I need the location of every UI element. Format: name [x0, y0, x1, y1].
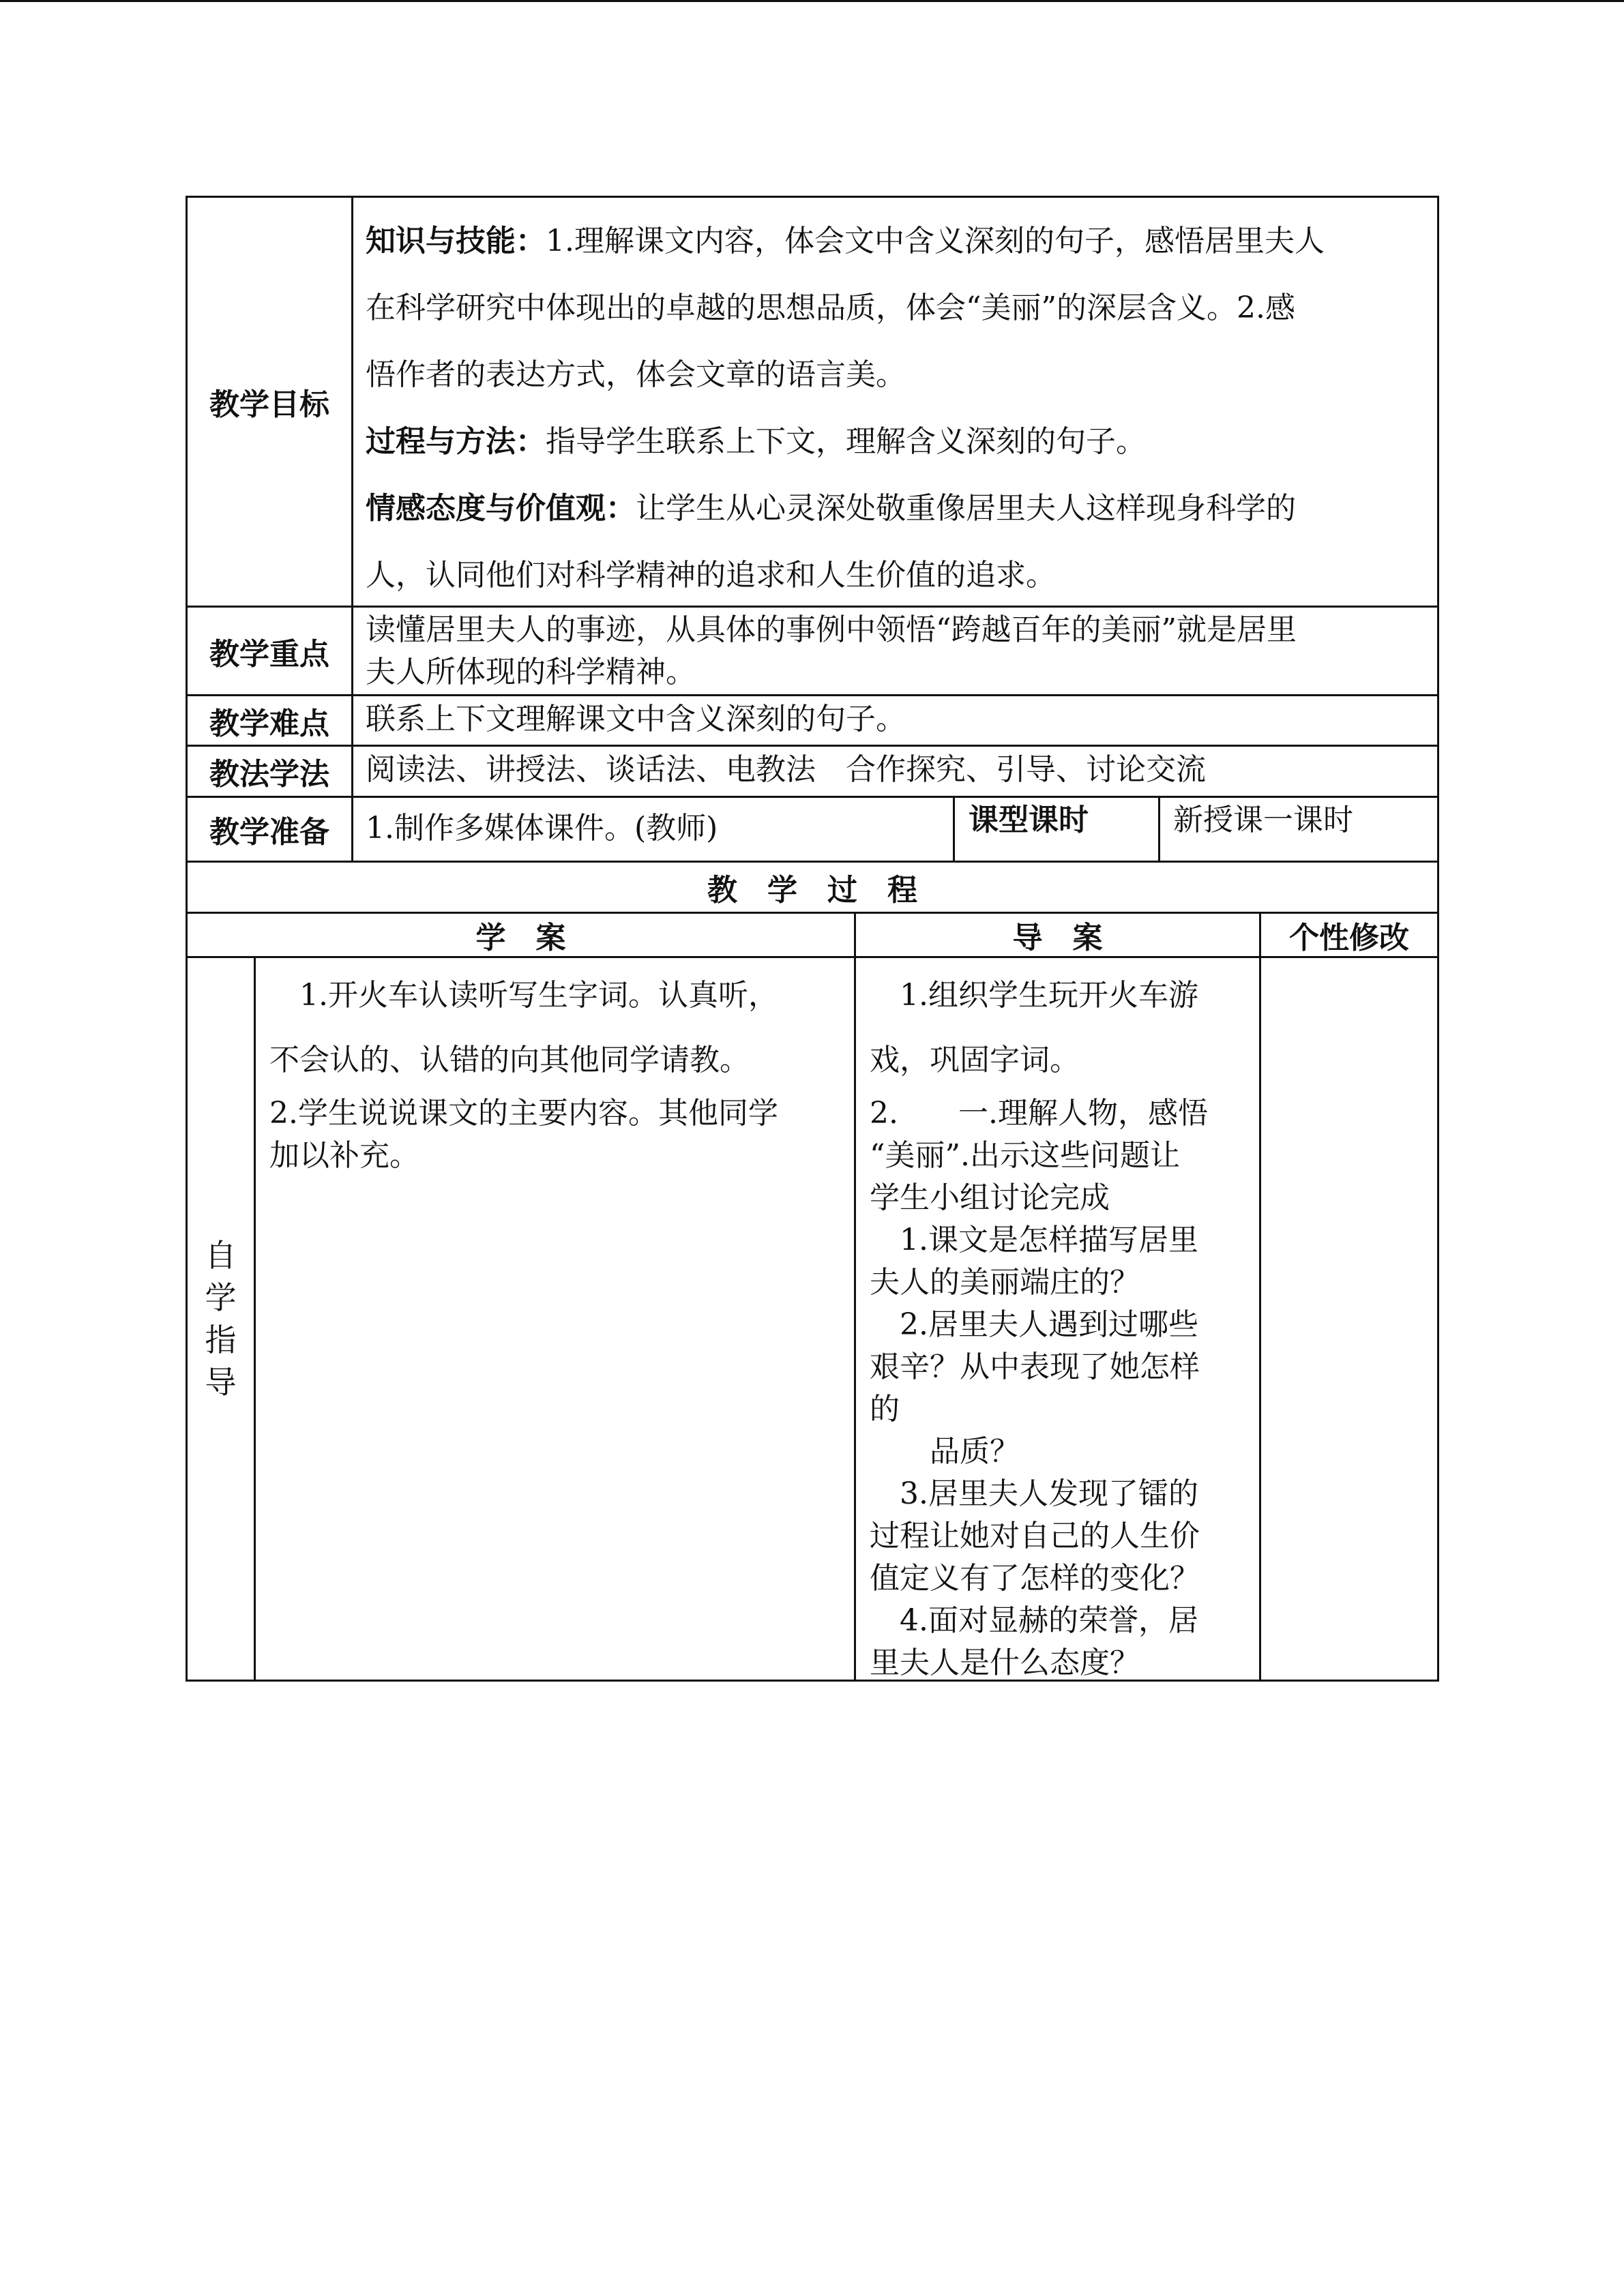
key-point-label-text: 教学重点	[209, 636, 329, 672]
guide-line-3: 2. 一.理解人物，感悟	[870, 1096, 1208, 1131]
personal-modification-cell	[1261, 958, 1437, 1680]
section-char-3: 指	[205, 1322, 237, 1358]
methods-text: 阅读法、讲授法、谈话法、电教法 合作探究、引导、讨论交流	[366, 752, 1206, 787]
prep-divider-1	[953, 796, 955, 863]
col-guide-header-text: 导 案	[1012, 921, 1103, 955]
guide-plan-content	[870, 963, 1257, 1684]
emotion-line-2: 人，认同他们对科学精神的追求和人生价值的追求。	[366, 558, 1056, 593]
section-label-divider	[254, 956, 256, 1682]
guide-line-2: 戏，巩固字词。	[870, 1043, 1080, 1077]
student-line-4: 加以补充。	[269, 1138, 419, 1173]
process-title-text: 教 学 过 程	[707, 873, 917, 908]
methods-label	[188, 747, 351, 796]
key-point-line-2: 夫人所体现的科学精神。	[366, 655, 696, 689]
knowledge-line-3: 悟作者的表达方式，体会文章的语言美。	[366, 357, 906, 392]
lesson-type-value	[1173, 799, 1432, 841]
section-char-4: 导	[205, 1364, 237, 1401]
section-label	[188, 958, 254, 1680]
key-point-line-1: 读懂居里夫人的事迹，从具体的事例中领悟“跨越百年的美丽”就是居里	[366, 612, 1297, 647]
section-label-vertical	[201, 1234, 241, 1403]
knowledge-label: 知识与技能：	[366, 224, 546, 258]
difficulty-label	[188, 696, 351, 745]
preparation-content	[366, 807, 945, 850]
emotion-text-1: 让学生从心灵深处敬重像居里夫人这样现身科学的	[636, 491, 1296, 526]
guide-line-13: 过程让她对自己的人生价	[870, 1519, 1200, 1553]
key-point-content	[366, 609, 1430, 694]
col-guide-header	[856, 914, 1259, 956]
col-personal-header-text: 个性修改	[1289, 921, 1409, 955]
guide-line-15: 4.面对显赫的荣誉，居	[870, 1603, 1198, 1638]
knowledge-line-1	[366, 208, 1430, 275]
process-method-line	[366, 408, 1430, 475]
student-line-3: 2.学生说说课文的主要内容。其他同学	[269, 1096, 778, 1131]
section-char-2: 学	[205, 1279, 237, 1316]
row-divider	[186, 745, 1439, 747]
prep-divider-2	[1158, 796, 1160, 863]
student-line-1: 1.开火车认读听写生字词。认真听，	[269, 978, 778, 1013]
methods-label-text: 教法学法	[209, 757, 329, 792]
process-method-label: 过程与方法：	[366, 424, 546, 459]
preparation-text: 1.制作多媒体课件。(教师)	[366, 811, 718, 846]
student-plan-content	[269, 963, 849, 1177]
knowledge-text-1: 1.理解课文内容，体会文中含义深刻的句子，感悟居里夫人	[546, 224, 1325, 258]
lesson-type-value-text: 新授课一课时	[1173, 803, 1353, 837]
process-title	[188, 863, 1437, 912]
table-border-right	[1437, 196, 1439, 1682]
guide-line-4: “美丽”.出示这些问题让	[870, 1138, 1180, 1173]
guide-line-10: 的	[870, 1392, 900, 1427]
guide-line-6: 1.课文是怎样描写居里	[870, 1223, 1198, 1257]
guide-line-8: 2.居里夫人遇到过哪些	[870, 1307, 1198, 1342]
lesson-type-label	[969, 799, 1153, 841]
row-divider	[186, 956, 1439, 958]
guide-line-1: 1.组织学生玩开火车游	[870, 978, 1198, 1013]
lesson-type-label-text: 课型课时	[969, 803, 1089, 837]
label-col-divider	[351, 196, 353, 863]
emotion-label: 情感态度与价值观：	[366, 491, 636, 526]
emotion-line-1	[366, 475, 1430, 542]
col-student-header	[188, 914, 854, 956]
key-point-label	[188, 608, 351, 694]
row-divider	[186, 694, 1439, 696]
guide-line-16: 里夫人是什么态度？	[870, 1645, 1140, 1680]
preparation-label	[188, 798, 351, 861]
knowledge-line-2: 在科学研究中体现出的卓越的思想品质，体会“美丽”的深层含义。2.感	[366, 290, 1295, 325]
row-divider	[186, 796, 1439, 798]
objectives-label	[188, 198, 351, 606]
table-border-top	[186, 196, 1439, 198]
difficulty-text: 联系上下文理解课文中含义深刻的句子。	[366, 702, 906, 736]
methods-content	[366, 749, 1430, 791]
student-line-2: 不会认的、认错的向其他同学请教。	[269, 1043, 750, 1077]
guide-line-12: 3.居里夫人发现了镭的	[870, 1476, 1198, 1511]
guide-line-14: 值定义有了怎样的变化？	[870, 1561, 1200, 1596]
guide-line-9: 艰辛？从中表现了她怎样	[870, 1350, 1200, 1384]
process-method-text: 指导学生联系上下文，理解含义深刻的句子。	[546, 424, 1146, 459]
difficulty-label-text: 教学难点	[209, 706, 329, 741]
col-student-header-text: 学 案	[475, 921, 566, 955]
guide-line-7: 夫人的美丽端庄的？	[870, 1265, 1140, 1300]
process-col-divider-1	[854, 912, 856, 1682]
guide-line-5: 学生小组讨论完成	[870, 1180, 1110, 1215]
section-char-1: 自	[205, 1237, 237, 1274]
guide-line-11: 品质？	[870, 1434, 1020, 1469]
col-personal-header	[1261, 914, 1437, 956]
objectives-label-text: 教学目标	[209, 387, 329, 422]
objectives-content	[366, 208, 1430, 609]
difficulty-content	[366, 698, 1430, 741]
preparation-label-text: 教学准备	[209, 815, 329, 850]
